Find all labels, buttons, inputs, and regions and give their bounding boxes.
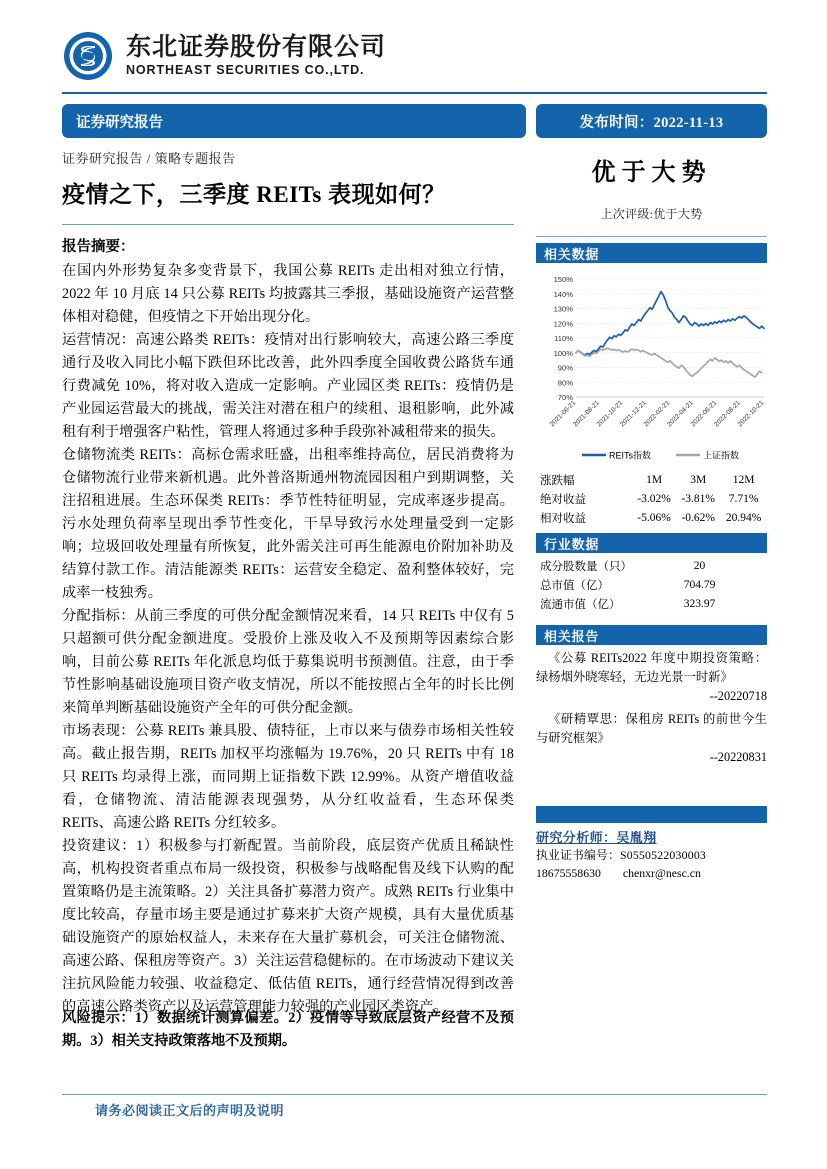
analyst-email[interactable]: chenxr@nesc.cn: [622, 866, 701, 881]
svg-text:90%: 90%: [557, 363, 573, 373]
perf-cell: 7.71%: [728, 492, 759, 505]
analyst-phone: 18675558630: [536, 866, 601, 881]
related-data-header: 相关数据: [536, 243, 767, 263]
summary-paragraph: 在国内外形势复杂多变背景下，我国公募 REITs 走出相对独立行情，2022 年 10 月底 14 只公募 REITs 均披露其三季报，基础设施资产运营整体相对稳健，但疫情之下开始出现分化。: [62, 262, 514, 325]
summary-label: 报告摘要：: [62, 238, 135, 255]
analyst-name: 研究分析师：吴胤翔: [536, 830, 657, 846]
svg-text:2021-08-21: 2021-08-21: [572, 399, 601, 429]
related-reports-header: 相关报告: [536, 625, 767, 645]
reits-index-chart: [536, 269, 767, 467]
svg-text:70%: 70%: [557, 393, 573, 402]
perf-col-12m: 12M: [732, 473, 755, 486]
svg-text:上证指数: 上证指数: [703, 450, 740, 461]
svg-text:80%: 80%: [557, 378, 573, 388]
svg-text:120%: 120%: [553, 319, 573, 329]
svg-text:2022-02-21: 2022-02-21: [642, 399, 672, 429]
svg-text:2021-06-21: 2021-06-21: [548, 399, 578, 429]
industry-row-value: 20: [693, 559, 706, 572]
report-type-badge: 证券研究报告: [62, 104, 526, 138]
svg-text:2021-10-21: 2021-10-21: [595, 399, 625, 429]
industry-row-label: 成分股数量（只）: [540, 560, 632, 573]
svg-text:130%: 130%: [553, 304, 573, 314]
svg-text:2022-08-21: 2022-08-21: [713, 399, 742, 429]
perf-cell: 20.94%: [725, 511, 762, 524]
svg-text:REITs指数: REITs指数: [609, 450, 652, 461]
table-row: [536, 575, 767, 594]
summary-paragraph: 运营情况：高速公路类 REITs：疫情对出行影响较大，高速公路三季度通行及收入同比小幅下跌但环比改善，此外四季度全国收费公路货车通行费减免 10%，将对收入造成一定影响。产业园区类 REITs：疫情仍是产业园运营最大的挑战，需关注对潜在租户的续租、退租影响，此外减租有利于增强客户粘性，管理人将通过多种手段弥补减租带来的损失。: [62, 331, 514, 440]
breadcrumb: 证券研究报告 / 策略专题报告: [62, 151, 236, 166]
analyst-section-band: [536, 806, 767, 823]
footer-divider: [62, 1094, 767, 1095]
analyst-contact-row: [536, 864, 767, 882]
previous-rating: 上次评级:优于大势: [600, 207, 703, 221]
summary-paragraph: 仓储物流类 REITs：高标仓需求旺盛，出租率维持高位，居民消费将为仓储物流行业带来新机遇。此外普洛斯通州物流园因租户到期调整，关注招租进展。生态环保类 REITs：季节性特征明显，完成率逐步提高。污水处理负荷率呈现出季节性变化，干旱导致污水处理量受到一定影响；垃圾回收处理量有所恢复，此外需关注可再生能源电价附加补助及结算付款工作。清洁能源类 REITs：运营安全稳定、盈利整体较好，完成率一枝独秀。: [62, 446, 514, 601]
analyst-certificate: 执业证书编号：S0550522030003: [536, 848, 707, 863]
related-report-date: --20220718: [709, 689, 767, 704]
company-name-en: NORTHEAST SECURITIES CO.,LTD.: [126, 63, 365, 78]
perf-cell: -0.62%: [681, 511, 715, 524]
svg-text:2022-10-21: 2022-10-21: [736, 399, 766, 429]
perf-row-header: 涨跌幅: [540, 474, 575, 487]
perf-row-label: 绝对收益: [540, 493, 586, 506]
table-row: [536, 556, 767, 575]
performance-table: [536, 470, 767, 527]
industry-row-label: 流通市值（亿）: [540, 598, 621, 611]
svg-text:110%: 110%: [554, 334, 573, 343]
industry-row-value: 704.79: [683, 578, 716, 591]
summary-paragraph: 市场表现：公募 REITs 兼具股、债特征，上市以来与债券市场相关性较高。截止报告期，REITs 加权平均涨幅为 19.76%，20 只 REITs 中有 18 只 REITs 均录得上涨，而同期上证指数下跌 12.99%。从资产增值收益看，仓储物流、清洁能源表现强势，从分红收益看，生态环保类 REITs、高速公路 REITs 分红较多。: [62, 722, 514, 831]
perf-cell: -5.06%: [637, 511, 671, 524]
industry-data-header: 行业数据: [536, 533, 767, 553]
summary-paragraph: 分配指标：从前三季度的可供分配金额情况来看，14 只 REITs 中仅有 5 只超额可供分配金额进度。受股价上涨及收入不及预期等因素综合影响，目前公募 REITs 年化派息均低于募集说明书预测值。注意，由于季节性影响基础设施项目资产收支情况，所以不能按照占全年的时长比例来简单判断基础设施资产全年的可供分配金额。: [62, 607, 514, 716]
main-content-column: [62, 148, 514, 1019]
table-row: [536, 489, 767, 508]
title-divider: [62, 224, 514, 225]
industry-row-value: 323.97: [683, 597, 716, 610]
table-row: [536, 508, 767, 527]
related-report-title[interactable]: 《公募 REITs2022 年度中期投资策略：绿杨烟外晓寒轻，无边光景一时新》: [536, 651, 767, 685]
sidebar-divider: [536, 236, 767, 237]
footer-note: 请务必阅读正文后的声明及说明: [95, 1103, 285, 1118]
svg-text:150%: 150%: [553, 275, 573, 284]
table-row: [536, 594, 767, 613]
perf-col-3m: 3M: [690, 473, 707, 486]
perf-cell: -3.02%: [637, 492, 671, 505]
sidebar-column: [536, 148, 767, 883]
northeast-securities-logo-icon: [62, 30, 114, 82]
perf-row-label: 相对收益: [540, 512, 586, 525]
page-title: 疫情之下，三季度 REITs 表现如何？: [62, 182, 446, 207]
rating-value: 优于大势: [591, 160, 712, 186]
header-divider: [62, 92, 767, 94]
publish-date-badge: 发布时间：2022-11-13: [536, 104, 767, 138]
summary-paragraph: 投资建议：1）积极参与打新配置。当前阶段，底层资产优质且稀缺性高，机构投资者重点布局一级投资，积极参与战略配售及线下认购的配置策略仍是主流策略。2）关注具备扩募潜力资产。成熟 REITs 行业集中度比较高，存量市场主要是通过扩募来扩大资产规模，具有大量优质基础设施资产的原始权益人，未来存在大量扩募机会，可关注仓储物流、高速公路、保租房等资产。3）关注运营稳健标的。在市场波动下建议关注抗风险能力较强、收益稳定、低估值 REITs，通行经营情况得到改善的高速公路类资产以及运营管理能力较强的产业园区类资产。: [62, 837, 514, 1015]
svg-text:2022-06-21: 2022-06-21: [689, 399, 719, 429]
industry-data-table: [536, 556, 767, 613]
perf-cell: -3.81%: [681, 492, 715, 505]
table-row: [536, 470, 767, 489]
svg-text:2022-04-21: 2022-04-21: [666, 399, 695, 429]
company-logo-block: [62, 30, 386, 82]
perf-col-1m: 1M: [646, 473, 663, 486]
risk-disclosure: 风险提示：1）数据统计测算偏差。2）疫情等导致底层资产经营不及预期。3）相关支持政策落地不及预期。: [62, 1010, 514, 1049]
company-name-block: [126, 35, 386, 77]
related-report-date: --20220831: [709, 749, 767, 764]
company-name-cn: 东北证券股份有限公司: [126, 33, 387, 62]
svg-text:140%: 140%: [553, 289, 573, 299]
related-report-title[interactable]: 《研精覃思：保租房 REITs 的前世今生与研究框架》: [536, 711, 767, 745]
svg-text:100%: 100%: [553, 348, 573, 358]
industry-row-label: 总市值（亿）: [540, 579, 609, 592]
svg-text:2021-12-21: 2021-12-21: [619, 399, 648, 429]
